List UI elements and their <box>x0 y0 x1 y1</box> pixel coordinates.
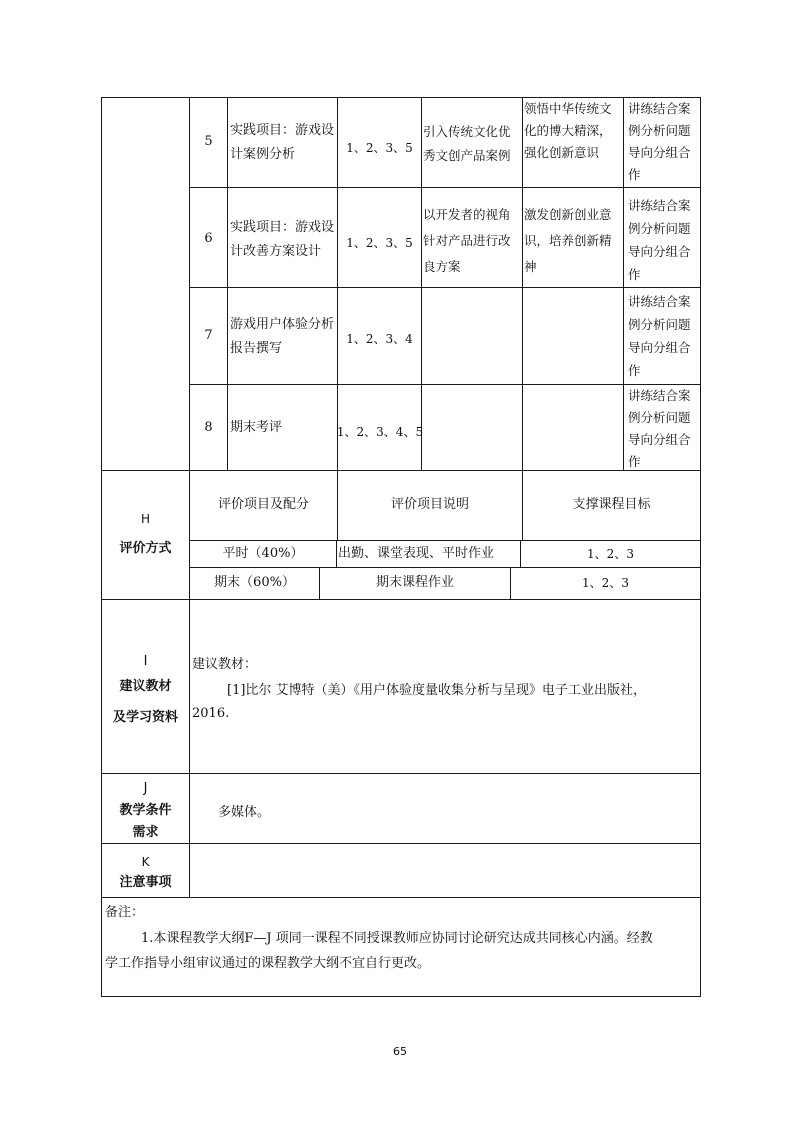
page-number: 65 <box>393 1045 407 1058</box>
section-divider <box>101 843 701 844</box>
row-number: 7 <box>204 328 213 343</box>
row-requirement: 以开发者的视角针对产品进行改良方案 <box>423 207 511 274</box>
row-ideology: 激发创新创业意识，培养创新精神 <box>524 207 612 274</box>
row-number: 5 <box>204 134 213 149</box>
row-number: 6 <box>204 231 213 246</box>
section-divider <box>101 470 701 471</box>
row-divider <box>189 287 701 288</box>
section-divider <box>101 773 701 774</box>
row-method: 讲练结合案例分析问题导向分组合作 <box>628 101 691 182</box>
section-letter: K <box>141 855 150 869</box>
section-letter: J <box>143 781 148 796</box>
eval-row-desc: 期末课程作业 <box>375 575 454 590</box>
textbook-reference: [1]比尔 艾博特（美）《用户体验度量收集分析与呈现》电子工业出版社， <box>227 683 647 698</box>
textbook-reference: 2016. <box>192 706 230 721</box>
col-divider <box>623 97 624 470</box>
notes-label: 备注： <box>105 905 145 920</box>
table-bottom-border <box>101 996 701 997</box>
section-title: 评价方式 <box>119 541 172 556</box>
section-title: 需求 <box>132 825 159 840</box>
section-letter: I <box>143 654 148 669</box>
row-method: 讲练结合案例分析问题导向分组合作 <box>628 388 691 469</box>
eval-header-item: 评价项目及配分 <box>217 497 309 512</box>
col-divider <box>522 97 523 470</box>
section-title: 注意事项 <box>119 875 172 890</box>
row-method: 讲练结合案例分析问题导向分组合作 <box>628 294 691 378</box>
row-content: 实践项目：游戏设计案例分析 <box>230 123 335 162</box>
section-letter: H <box>140 512 151 526</box>
row-content: 游戏用户体验分析报告撰写 <box>230 317 335 356</box>
row-method: 讲练结合案例分析问题导向分组合作 <box>628 198 691 282</box>
eval-row-goals: 1、2、3 <box>582 576 629 590</box>
section-title: 及学习资料 <box>112 710 178 725</box>
eval-header-goals: 支撑课程目标 <box>572 497 651 512</box>
row-goals: 1、2、3、4、5 <box>336 425 424 439</box>
col-divider <box>189 599 190 897</box>
row-content: 实践项目：游戏设计改善方案设计 <box>230 220 335 259</box>
row-goals: 1、2、3、4 <box>346 332 413 346</box>
row-requirement: 引入传统文化优秀文创产品案例 <box>423 124 511 163</box>
col-divider <box>336 540 337 568</box>
section-title: 教学条件 <box>119 803 172 818</box>
col-divider <box>227 97 228 470</box>
row-divider <box>189 567 701 568</box>
row-goals: 1、2、3、5 <box>346 141 413 155</box>
eval-row-desc: 出勤、课堂表现、平时作业 <box>338 546 495 561</box>
notes-line: 学工作指导小组审议通过的课程教学大纲不宜自行更改。 <box>105 956 431 971</box>
row-number: 8 <box>204 420 213 435</box>
section-divider <box>101 599 701 600</box>
section-divider <box>101 897 701 898</box>
section-title: 建议教材 <box>119 679 172 694</box>
table-right-border <box>700 97 701 997</box>
row-divider <box>189 384 701 385</box>
row-divider <box>189 540 701 541</box>
teaching-conditions: 多媒体。 <box>218 805 271 820</box>
eval-row-goals: 1、2、3 <box>587 547 634 561</box>
eval-row-item: 平时（40%） <box>222 546 304 561</box>
textbook-intro: 建议教材： <box>192 657 258 672</box>
eval-header-desc: 评价项目说明 <box>390 497 469 512</box>
row-goals: 1、2、3、5 <box>346 236 413 250</box>
notes-line: 1.本课程教学大纲F—J 项同一课程不同授课教师应协同讨论研究达成共同核心内涵。经教 <box>141 931 653 946</box>
eval-row-item: 期末（60%） <box>214 575 295 590</box>
row-content: 期末考评 <box>230 420 283 435</box>
row-ideology: 领悟中华传统文化的博大精深，强化创新意识 <box>524 101 612 160</box>
row-divider <box>189 187 701 188</box>
col-divider <box>421 97 422 470</box>
